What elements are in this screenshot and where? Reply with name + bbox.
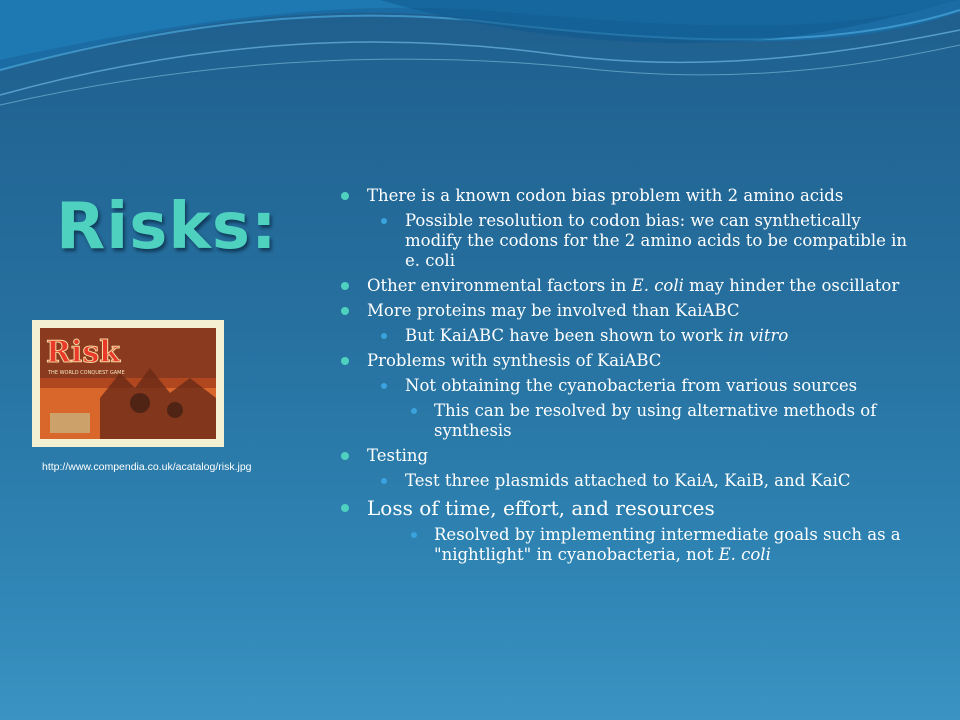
risk-logo: Risk	[46, 335, 121, 370]
bullet-text: This can be resolved by using alternative methods of synthesis	[434, 401, 877, 440]
bullet-list	[340, 186, 920, 570]
risk-subtitle: THE WORLD CONQUEST GAME	[48, 370, 125, 376]
bullet-marker	[341, 282, 349, 290]
bullet-item-level1	[340, 446, 920, 466]
bullet-item-level3	[340, 525, 920, 565]
bullet-marker	[341, 192, 349, 200]
bullet-marker	[381, 478, 387, 484]
wave-decoration	[0, 0, 960, 130]
bullet-marker	[341, 452, 349, 460]
bullet-marker	[411, 532, 417, 538]
bullet-text: Testing	[367, 446, 429, 465]
bullet-marker	[381, 333, 387, 339]
bullet-marker	[381, 218, 387, 224]
bullet-item-level3	[340, 401, 920, 441]
bullet-marker	[381, 383, 387, 389]
bullet-item-level1	[340, 351, 920, 371]
bullet-item-level2	[340, 326, 920, 346]
bullet-text: Test three plasmids attached to KaiA, KaiB, and KaiC	[405, 471, 851, 490]
bullet-item-level2	[340, 376, 920, 396]
bullet-text: Not obtaining the cyanobacteria from various sources	[405, 376, 858, 395]
bullet-item-level2	[340, 211, 920, 271]
bullet-marker	[341, 504, 349, 512]
bullet-text: More proteins may be involved than KaiABC	[367, 301, 740, 320]
risk-board-game-image	[32, 320, 224, 447]
bullet-marker	[341, 357, 349, 365]
bullet-item-level1	[340, 496, 920, 520]
bullet-text: But KaiABC have been shown to work in vitro	[405, 326, 789, 345]
bullet-item-level1	[340, 276, 920, 296]
bullet-text: Possible resolution to codon bias: we can synthetically modify the codons for the 2 amino acids to be compatible in e. coli	[405, 211, 908, 270]
bullet-text: Loss of time, effort, and resources	[367, 496, 715, 520]
slide-title: Risks:	[56, 190, 278, 264]
bullet-text: There is a known codon bias problem with 2 amino acids	[367, 186, 844, 205]
bullet-item-level1	[340, 301, 920, 321]
bullet-text: Resolved by implementing intermediate goals such as a "nightlight" in cyanobacteria, not E. coli	[434, 525, 901, 564]
image-source-caption: http://www.compendia.co.uk/acatalog/risk.jpg	[42, 461, 252, 473]
bullet-marker	[411, 408, 417, 414]
bullet-marker	[341, 307, 349, 315]
bullet-text: Problems with synthesis of KaiABC	[367, 351, 662, 370]
bullet-text: Other environmental factors in E. coli may hinder the oscillator	[367, 276, 900, 295]
bullet-item-level2	[340, 471, 920, 491]
bullet-item-level1	[340, 186, 920, 206]
